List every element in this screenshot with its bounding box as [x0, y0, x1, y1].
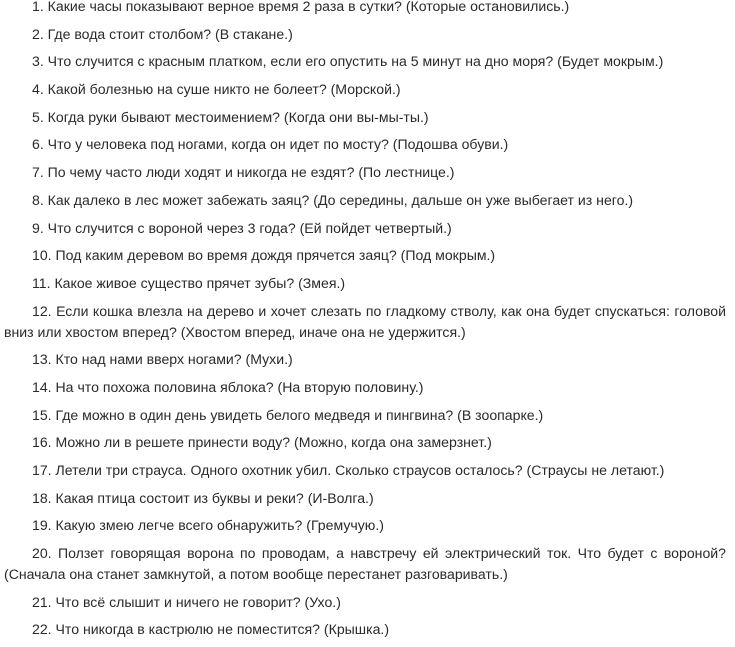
riddle-item: 3. Что случится с красным платком, если его опустить на 5 минут на дно моря? (Будет мокрым.)	[32, 53, 664, 70]
riddles-list	[4, 0, 726, 647]
riddle-item: 17. Летели три страуса. Одного охотник убил. Сколько страусов осталось? (Страусы не летают.)	[32, 462, 665, 478]
riddle-item: 14. На что похожа половина яблока? (На вторую половину.)	[32, 378, 424, 395]
riddle-item: 9. Что случится с вороной через 3 года? (Ей пойдет четвертый.)	[32, 219, 452, 236]
riddle-item: 18. Какая птица состоит из буквы и реки? (И-Волга.)	[32, 489, 374, 506]
riddle-item: 22. Что никогда в кастрюлю не поместится? (Крышка.)	[32, 621, 390, 638]
riddle-item: 10. Под каким деревом во время дождя прячется заяц? (Под мокрым.)	[32, 247, 496, 264]
riddle-item: 4. Какой болезнью на суше никто не болеет? (Морской.)	[32, 81, 401, 98]
riddle-item: 12. Если кошка влезла на дерево и хочет слезать по гладкому стволу, как она будет спускаться: головой вниз или хвостом вперед? (Хвостом вперед, иначе она не удержится.)	[4, 302, 726, 340]
riddle-item: 19. Какую змею легче всего обнаружить? (Гремучую.)	[32, 517, 384, 534]
riddle-item: 13. Кто над нами вверх ногами? (Мухи.)	[32, 351, 293, 368]
riddle-item: 5. Когда руки бывают местоимением? (Когда они вы-мы-ты.)	[32, 108, 429, 125]
riddle-item: 7. По чему часто люди ходят и никогда не ездят? (По лестнице.)	[32, 164, 455, 181]
riddle-item: 21. Что всё слышит и ничего не говорит? (Ухо.)	[32, 593, 341, 610]
riddle-item: 11. Какое живое существо прячет зубы? (Змея.)	[32, 274, 346, 291]
riddle-item: 15. Где можно в один день увидеть белого медведя и пингвина? (В зоопарке.)	[32, 406, 544, 423]
riddle-item: 2. Где вода стоит столбом? (В стакане.)	[32, 25, 293, 42]
riddle-item: 20. Ползет говорящая ворона по проводам, а навстречу ей электрический ток. Что будет с вороной? (Сначала она станет замкнутой, а потом вообще перестанет разговаривать.)	[4, 545, 726, 583]
riddle-item: 16. Можно ли в решете принести воду? (Можно, когда она замерзнет.)	[32, 434, 492, 451]
riddle-item: 1. Какие часы показывают верное время 2 раза в сутки? (Которые остановились.)	[32, 0, 570, 14]
riddle-item: 6. Что у человека под ногами, когда он идет по мосту? (Подошва обуви.)	[32, 136, 509, 153]
riddle-item: 8. Как далеко в лес может забежать заяц? (До середины, дальше он уже выбегает из него.)	[32, 191, 634, 208]
